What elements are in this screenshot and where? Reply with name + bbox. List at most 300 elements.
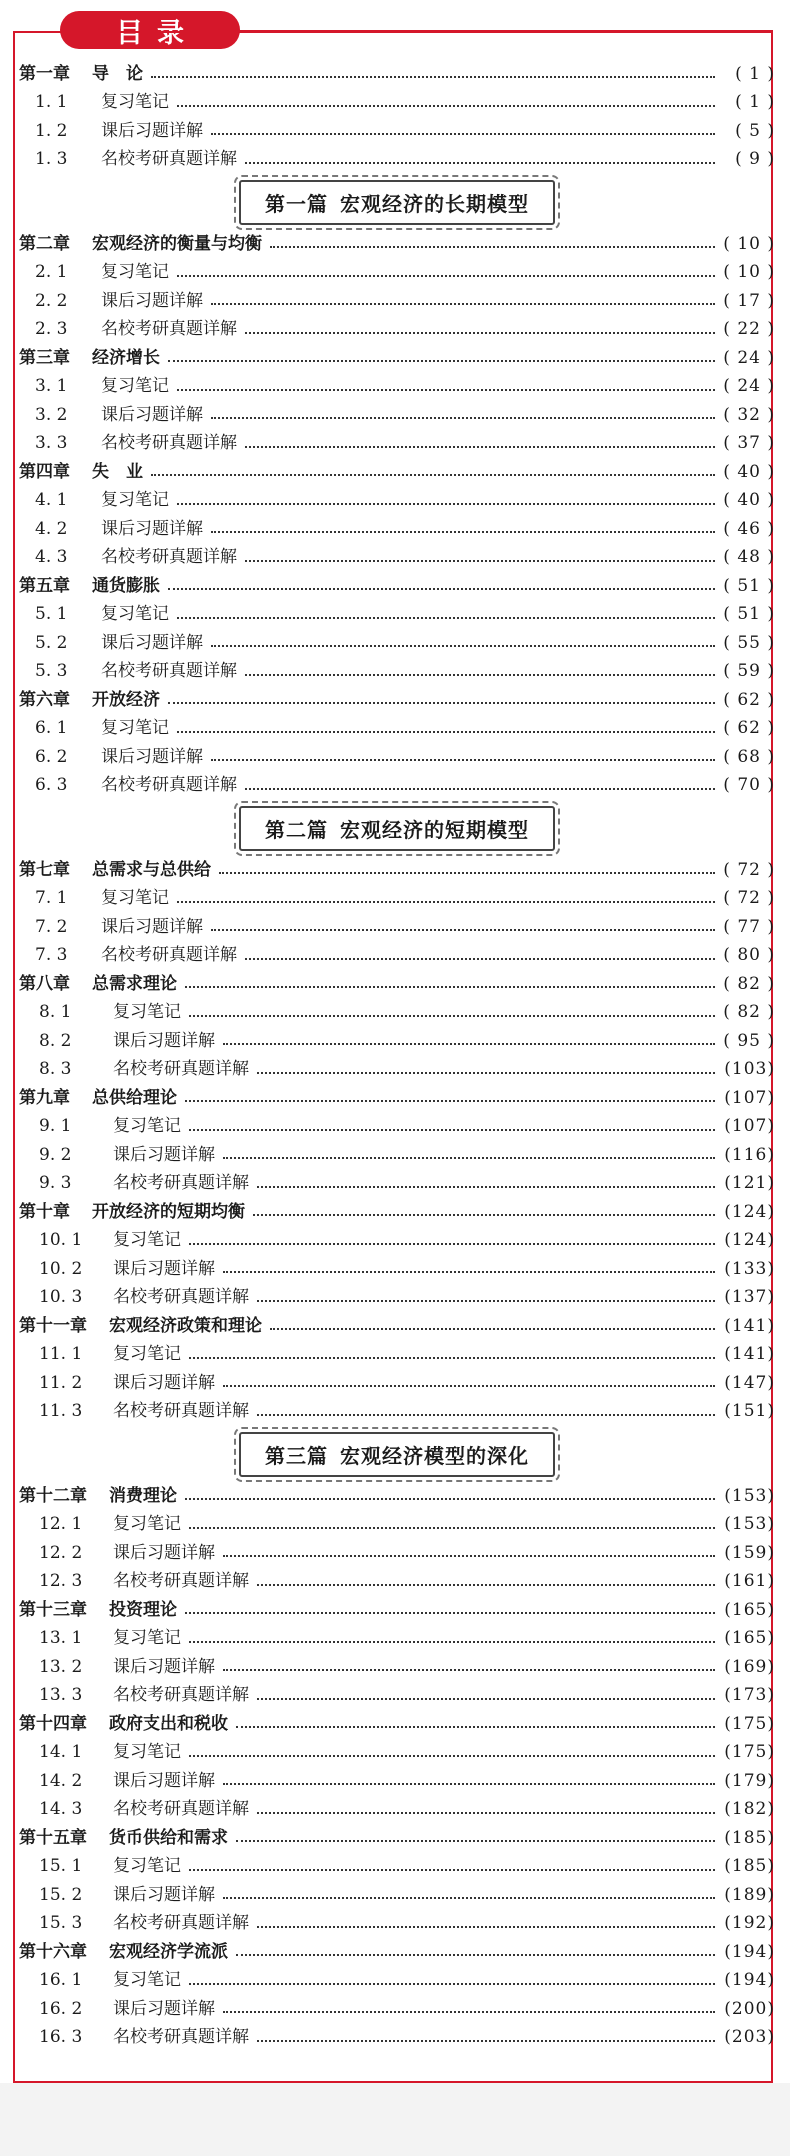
- chapter-number: 第十章: [19, 1201, 70, 1222]
- toc-section-row[interactable]: [19, 117, 775, 146]
- toc-chapter-row[interactable]: [19, 1084, 775, 1113]
- dot-leader: [257, 1300, 715, 1302]
- dot-leader: [245, 560, 715, 562]
- section-number: 8. 2: [39, 1030, 72, 1051]
- section-title: 课后习题详解: [113, 1884, 215, 1905]
- page-number: (169): [724, 1656, 775, 1677]
- toc-section-row[interactable]: [19, 1056, 775, 1085]
- page-number: (133): [724, 1258, 775, 1279]
- toc-section-row[interactable]: [19, 601, 775, 630]
- dot-leader: [245, 332, 715, 334]
- toc-section-row[interactable]: [19, 772, 775, 801]
- toc-section-row[interactable]: [19, 1796, 775, 1825]
- toc-chapter-row[interactable]: [19, 1938, 775, 1967]
- dot-leader: [189, 1983, 715, 1985]
- toc-section-row[interactable]: [19, 1568, 775, 1597]
- dot-leader: [168, 360, 715, 362]
- page-number: ( 72 ): [723, 859, 775, 880]
- section-number: 11. 1: [39, 1344, 83, 1365]
- section-number: 13. 3: [39, 1685, 83, 1706]
- page-number: ( 32 ): [723, 404, 775, 425]
- toc-section-row[interactable]: [19, 1625, 775, 1654]
- toc-section-row[interactable]: [19, 1682, 775, 1711]
- toc-section-row[interactable]: [19, 1511, 775, 1540]
- dot-leader: [189, 1243, 715, 1245]
- toc-section-row[interactable]: [19, 1881, 775, 1910]
- toc-section-row[interactable]: [19, 515, 775, 544]
- page-number: (103): [724, 1059, 775, 1080]
- dot-leader: [257, 1812, 715, 1814]
- toc-section-row[interactable]: [19, 1767, 775, 1796]
- page-number: (194): [724, 1941, 775, 1962]
- section-number: 10. 1: [39, 1230, 83, 1251]
- toc-section-row[interactable]: [19, 1113, 775, 1142]
- dot-leader: [177, 617, 715, 619]
- dot-leader: [245, 674, 715, 676]
- part-title: 宏观经济的长期模型: [340, 191, 529, 216]
- part-heading-box: [239, 806, 555, 851]
- page-number: (116): [724, 1144, 775, 1165]
- dot-leader: [189, 1129, 715, 1131]
- dot-leader: [177, 105, 715, 107]
- page-number: (185): [724, 1856, 775, 1877]
- chapter-title: 通货膨胀: [92, 575, 160, 596]
- section-title: 复习笔记: [113, 1628, 181, 1649]
- dot-leader: [257, 1186, 715, 1188]
- section-number: 1. 1: [35, 92, 68, 113]
- toc-section-row[interactable]: [19, 373, 775, 402]
- dot-leader: [236, 1954, 715, 1956]
- chapter-number: 第二章: [19, 233, 70, 254]
- page-number: (141): [724, 1344, 775, 1365]
- toc-section-row[interactable]: [19, 1369, 775, 1398]
- section-title: 名校考研真题详解: [113, 1173, 249, 1194]
- section-number: 2. 2: [35, 290, 68, 311]
- dot-leader: [236, 1840, 715, 1842]
- dot-leader: [151, 76, 715, 78]
- chapter-number: 第十五章: [19, 1827, 87, 1848]
- dot-leader: [270, 246, 715, 248]
- dot-leader: [185, 1498, 715, 1500]
- page-number: ( 70 ): [723, 775, 775, 796]
- dot-leader: [151, 474, 715, 476]
- page-number: (153): [724, 1514, 775, 1535]
- toc-section-row[interactable]: [19, 743, 775, 772]
- chapter-number: 第十一章: [19, 1315, 87, 1336]
- toc-section-row[interactable]: [19, 1227, 775, 1256]
- chapter-title: 开放经济的短期均衡: [92, 1201, 245, 1222]
- toc-section-row[interactable]: [19, 259, 775, 288]
- section-number: 4. 3: [35, 547, 68, 568]
- chapter-title: 总需求与总供给: [92, 859, 211, 880]
- page-number: (194): [724, 1970, 775, 1991]
- dot-leader: [223, 1385, 715, 1387]
- page-number: (192): [724, 1913, 775, 1934]
- dot-leader: [185, 1612, 715, 1614]
- toc-section-row[interactable]: [19, 1255, 775, 1284]
- page-number: (165): [724, 1628, 775, 1649]
- section-title: 课后习题详解: [101, 518, 203, 539]
- chapter-title: 投资理论: [109, 1599, 177, 1620]
- section-title: 名校考研真题详解: [101, 547, 237, 568]
- toc-chapter-row[interactable]: [19, 1596, 775, 1625]
- dot-leader: [211, 133, 715, 135]
- section-title: 复习笔记: [101, 490, 169, 511]
- dot-leader: [257, 1698, 715, 1700]
- chapter-title: 导 论: [92, 63, 143, 84]
- part-number: 第三篇: [265, 1443, 328, 1468]
- toc-section-row[interactable]: [19, 487, 775, 516]
- section-title: 名校考研真题详解: [113, 1799, 249, 1820]
- part-number: 第一篇: [265, 191, 328, 216]
- section-title: 复习笔记: [101, 376, 169, 397]
- part-number: 第二篇: [265, 817, 328, 842]
- section-number: 8. 3: [39, 1059, 72, 1080]
- toc-section-row[interactable]: [19, 715, 775, 744]
- dot-leader: [245, 958, 715, 960]
- section-title: 复习笔记: [101, 92, 169, 113]
- section-title: 复习笔记: [101, 604, 169, 625]
- page-number: (175): [724, 1742, 775, 1763]
- chapter-title: 开放经济: [92, 689, 160, 710]
- page-number: ( 1 ): [735, 92, 775, 113]
- part-heading: [19, 800, 775, 856]
- page-number: ( 55 ): [723, 632, 775, 653]
- section-title: 复习笔记: [113, 1116, 181, 1137]
- section-number: 16. 3: [39, 2027, 83, 2048]
- page-number: ( 1 ): [735, 63, 775, 84]
- section-title: 名校考研真题详解: [113, 1401, 249, 1422]
- page-number: (173): [724, 1685, 775, 1706]
- dot-leader: [189, 1357, 715, 1359]
- section-number: 9. 3: [39, 1173, 72, 1194]
- toc-section-row[interactable]: [19, 1739, 775, 1768]
- dot-leader: [223, 1157, 715, 1159]
- section-title: 名校考研真题详解: [101, 319, 237, 340]
- part-heading: [19, 174, 775, 230]
- section-number: 14. 2: [39, 1770, 83, 1791]
- section-title: 名校考研真题详解: [113, 1287, 249, 1308]
- section-title: 复习笔记: [101, 262, 169, 283]
- dot-leader: [257, 2040, 715, 2042]
- toc-chapter-row[interactable]: [19, 230, 775, 259]
- section-title: 复习笔记: [101, 718, 169, 739]
- dot-leader: [257, 1584, 715, 1586]
- toc-section-row[interactable]: [19, 316, 775, 345]
- toc-section-row[interactable]: [19, 544, 775, 573]
- section-title: 复习笔记: [113, 1230, 181, 1251]
- section-number: 8. 1: [39, 1002, 72, 1023]
- section-title: 名校考研真题详解: [101, 945, 237, 966]
- dot-leader: [177, 731, 715, 733]
- chapter-number: 第十六章: [19, 1941, 87, 1962]
- section-number: 7. 1: [35, 888, 68, 909]
- toc-chapter-row[interactable]: [19, 1312, 775, 1341]
- dot-leader: [223, 1043, 715, 1045]
- page-number: ( 48 ): [723, 547, 775, 568]
- section-title: 课后习题详解: [101, 916, 203, 937]
- toc-chapter-row[interactable]: [19, 686, 775, 715]
- section-number: 16. 2: [39, 1998, 83, 2019]
- chapter-title: 宏观经济的衡量与均衡: [92, 233, 262, 254]
- dot-leader: [211, 303, 715, 305]
- chapter-title: 经济增长: [92, 347, 160, 368]
- toc-section-row[interactable]: [19, 1398, 775, 1427]
- dot-leader: [223, 1783, 715, 1785]
- toc-chapter-row[interactable]: [19, 458, 775, 487]
- page-number: (165): [724, 1599, 775, 1620]
- toc-section-row[interactable]: [19, 1341, 775, 1370]
- toc-section-row[interactable]: [19, 1967, 775, 1996]
- page-number: ( 40 ): [723, 461, 775, 482]
- chapter-title: 宏观经济政策和理论: [109, 1315, 262, 1336]
- dot-leader: [177, 503, 715, 505]
- section-number: 16. 1: [39, 1970, 83, 1991]
- chapter-number: 第十四章: [19, 1713, 87, 1734]
- part-heading: [19, 1426, 775, 1482]
- section-number: 9. 1: [39, 1116, 72, 1137]
- page-number: (200): [724, 1998, 775, 2019]
- dot-leader: [185, 986, 715, 988]
- chapter-title: 宏观经济学流派: [109, 1941, 228, 1962]
- chapter-title: 总供给理论: [92, 1087, 177, 1108]
- toc-chapter-row[interactable]: [19, 1482, 775, 1511]
- page-number: (203): [724, 2027, 775, 2048]
- page-number: ( 59 ): [723, 661, 775, 682]
- dot-leader: [257, 1926, 715, 1928]
- dot-leader: [189, 1755, 715, 1757]
- page-number: ( 62 ): [723, 718, 775, 739]
- toc-chapter-row[interactable]: [19, 1824, 775, 1853]
- dot-leader: [219, 872, 715, 874]
- dot-leader: [245, 446, 715, 448]
- toc-section-row[interactable]: [19, 1995, 775, 2024]
- page-number: ( 51 ): [723, 575, 775, 596]
- page-number: (124): [724, 1230, 775, 1251]
- toc-section-row[interactable]: [19, 401, 775, 430]
- chapter-number: 第八章: [19, 973, 70, 994]
- section-title: 课后习题详解: [113, 1030, 215, 1051]
- page-number: ( 77 ): [723, 916, 775, 937]
- toc-section-row[interactable]: [19, 999, 775, 1028]
- section-title: 复习笔记: [113, 1002, 181, 1023]
- toc-section-row[interactable]: [19, 1141, 775, 1170]
- part-heading-box: [239, 1432, 555, 1477]
- page-number: ( 10 ): [723, 262, 775, 283]
- section-title: 课后习题详解: [101, 404, 203, 425]
- dot-leader: [189, 1641, 715, 1643]
- page-number: ( 5 ): [735, 120, 775, 141]
- section-number: 6. 3: [35, 775, 68, 796]
- section-number: 11. 2: [39, 1372, 83, 1393]
- page-number: ( 62 ): [723, 689, 775, 710]
- toc-section-row[interactable]: [19, 942, 775, 971]
- section-title: 名校考研真题详解: [113, 1571, 249, 1592]
- dot-leader: [177, 901, 715, 903]
- toc-section-row[interactable]: [19, 1170, 775, 1199]
- toc-section-row[interactable]: [19, 1539, 775, 1568]
- dot-leader: [270, 1328, 715, 1330]
- section-number: 12. 3: [39, 1571, 83, 1592]
- toc-section-row[interactable]: [19, 629, 775, 658]
- page-number: (147): [724, 1372, 775, 1393]
- section-title: 课后习题详解: [101, 290, 203, 311]
- toc-section-row[interactable]: [19, 658, 775, 687]
- section-title: 复习笔记: [113, 1970, 181, 1991]
- dot-leader: [211, 531, 715, 533]
- section-number: 5. 3: [35, 661, 68, 682]
- section-number: 10. 2: [39, 1258, 83, 1279]
- section-title: 名校考研真题详解: [101, 149, 237, 170]
- section-title: 课后习题详解: [101, 120, 203, 141]
- dot-leader: [257, 1414, 715, 1416]
- dot-leader: [253, 1214, 715, 1216]
- section-number: 12. 2: [39, 1542, 83, 1563]
- section-number: 13. 2: [39, 1656, 83, 1677]
- dot-leader: [223, 2011, 715, 2013]
- section-title: 复习笔记: [113, 1344, 181, 1365]
- section-title: 课后习题详解: [113, 1770, 215, 1791]
- section-title: 课后习题详解: [113, 1372, 215, 1393]
- dot-leader: [245, 788, 715, 790]
- page-number: (107): [724, 1116, 775, 1137]
- section-title: 复习笔记: [113, 1742, 181, 1763]
- section-number: 2. 1: [35, 262, 68, 283]
- toc-chapter-row[interactable]: [19, 60, 775, 89]
- page-number: (185): [724, 1827, 775, 1848]
- section-number: 15. 1: [39, 1856, 83, 1877]
- toc-chapter-row[interactable]: [19, 856, 775, 885]
- dot-leader: [257, 1072, 715, 1074]
- chapter-title: 总需求理论: [92, 973, 177, 994]
- section-title: 课后习题详解: [113, 1144, 215, 1165]
- toc-chapter-row[interactable]: [19, 970, 775, 999]
- section-number: 3. 2: [35, 404, 68, 425]
- part-title: 宏观经济模型的深化: [340, 1443, 529, 1468]
- chapter-number: 第三章: [19, 347, 70, 368]
- chapter-number: 第六章: [19, 689, 70, 710]
- page-number: (179): [724, 1770, 775, 1791]
- page-number: ( 17 ): [723, 290, 775, 311]
- dot-leader: [236, 1726, 715, 1728]
- section-number: 7. 2: [35, 916, 68, 937]
- section-number: 10. 3: [39, 1287, 83, 1308]
- section-number: 11. 3: [39, 1401, 83, 1422]
- part-heading-box: [239, 180, 555, 225]
- page-number: ( 37 ): [723, 433, 775, 454]
- section-title: 名校考研真题详解: [113, 1913, 249, 1934]
- toc-section-row[interactable]: [19, 89, 775, 118]
- page-number: ( 22 ): [723, 319, 775, 340]
- toc-chapter-row[interactable]: [19, 572, 775, 601]
- page-number: (189): [724, 1884, 775, 1905]
- section-number: 13. 1: [39, 1628, 83, 1649]
- dot-leader: [168, 702, 715, 704]
- section-title: 名校考研真题详解: [101, 433, 237, 454]
- chapter-title: 政府支出和税收: [109, 1713, 228, 1734]
- toc-section-row[interactable]: [19, 1910, 775, 1939]
- page-number: (107): [724, 1087, 775, 1108]
- section-title: 课后习题详解: [113, 1998, 215, 2019]
- toc-section-row[interactable]: [19, 1284, 775, 1313]
- section-title: 名校考研真题详解: [101, 775, 237, 796]
- toc-section-row[interactable]: [19, 1653, 775, 1682]
- section-number: 5. 1: [35, 604, 68, 625]
- chapter-title: 货币供给和需求: [109, 1827, 228, 1848]
- section-number: 15. 3: [39, 1913, 83, 1934]
- page-number: (175): [724, 1713, 775, 1734]
- page-number: ( 51 ): [723, 604, 775, 625]
- toc-section-row[interactable]: [19, 913, 775, 942]
- section-title: 名校考研真题详解: [113, 1059, 249, 1080]
- page-number: ( 9 ): [735, 149, 775, 170]
- page-number: ( 46 ): [723, 518, 775, 539]
- part-title: 宏观经济的短期模型: [340, 817, 529, 842]
- toc-section-row[interactable]: [19, 885, 775, 914]
- section-number: 14. 1: [39, 1742, 83, 1763]
- toc-chapter-row[interactable]: [19, 344, 775, 373]
- page-number: (121): [724, 1173, 775, 1194]
- section-number: 6. 2: [35, 746, 68, 767]
- dot-leader: [177, 275, 715, 277]
- section-number: 14. 3: [39, 1799, 83, 1820]
- page-number: ( 10 ): [723, 233, 775, 254]
- section-title: 复习笔记: [113, 1856, 181, 1877]
- toc-section-row[interactable]: [19, 146, 775, 175]
- toc-section-row[interactable]: [19, 287, 775, 316]
- page-number: ( 95 ): [723, 1030, 775, 1051]
- page-number: ( 40 ): [723, 490, 775, 511]
- toc-chapter-row[interactable]: [19, 1710, 775, 1739]
- toc-section-row[interactable]: [19, 1027, 775, 1056]
- page-number: ( 24 ): [723, 347, 775, 368]
- toc-section-row[interactable]: [19, 2024, 775, 2053]
- section-title: 课后习题详解: [101, 632, 203, 653]
- table-of-contents: [19, 60, 775, 2052]
- section-title: 课后习题详解: [113, 1656, 215, 1677]
- section-title: 课后习题详解: [101, 746, 203, 767]
- dot-leader: [223, 1271, 715, 1273]
- section-number: 1. 3: [35, 149, 68, 170]
- chapter-number: 第一章: [19, 63, 70, 84]
- page-number: (161): [724, 1571, 775, 1592]
- chapter-number: 第七章: [19, 859, 70, 880]
- page-number: (153): [724, 1485, 775, 1506]
- page-number: ( 82 ): [723, 973, 775, 994]
- toc-section-row[interactable]: [19, 430, 775, 459]
- page-bottom-band: [0, 2083, 790, 2156]
- dot-leader: [189, 1869, 715, 1871]
- page-number: (182): [724, 1799, 775, 1820]
- section-number: 4. 1: [35, 490, 68, 511]
- toc-chapter-row[interactable]: [19, 1198, 775, 1227]
- dot-leader: [185, 1100, 715, 1102]
- section-title: 课后习题详解: [113, 1258, 215, 1279]
- chapter-title: 消费理论: [109, 1485, 177, 1506]
- chapter-number: 第四章: [19, 461, 70, 482]
- dot-leader: [211, 759, 715, 761]
- page-number: (137): [724, 1287, 775, 1308]
- section-number: 3. 3: [35, 433, 68, 454]
- section-title: 名校考研真题详解: [101, 661, 237, 682]
- dot-leader: [168, 588, 715, 590]
- page-number: (151): [724, 1401, 775, 1422]
- page-number: (159): [724, 1542, 775, 1563]
- dot-leader: [223, 1555, 715, 1557]
- toc-section-row[interactable]: [19, 1853, 775, 1882]
- section-number: 9. 2: [39, 1144, 72, 1165]
- section-title: 名校考研真题详解: [113, 1685, 249, 1706]
